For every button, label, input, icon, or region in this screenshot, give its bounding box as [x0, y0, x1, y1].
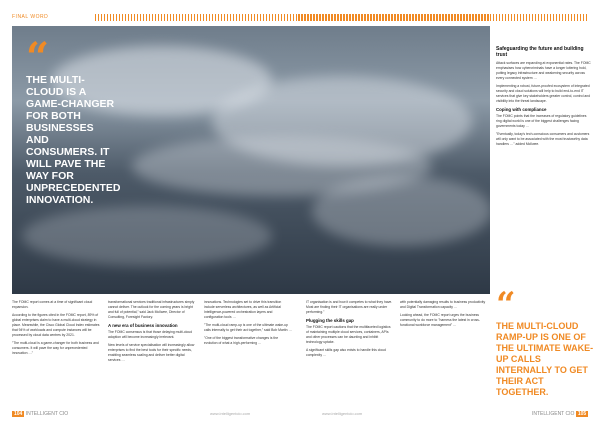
body-paragraph: According to the figures cited in the FOMC report, 89% of global enterprises claim to have a multi-cloud strategy in place. Meanwhile, the Cisco Global Cloud Index estimates that 94% of workloads and compute instances will be processed by cloud data centres by 2021.	[12, 313, 100, 337]
pull-quote-1: THE MULTI-CLOUD IS A GAME-CHANGER FOR BOTH BUSINESSES AND CONSUMERS. IT WILL PAVE THE WAY FOR UNPRECEDENTED INNOVATION.	[26, 74, 121, 206]
footer-url-right: www.intelligentcio.com	[322, 411, 363, 416]
body-paragraph: "The multi-cloud is a game-changer for both business and consumers. It will pave the way for unprecedented innovation …"	[12, 341, 99, 355]
sidebar-subheading: Coping with compliance	[496, 107, 547, 112]
body-paragraph: transformational services traditional infrastructures simply cannot deliver. The outlook for the coming years is bright and full of potential," said Jack McIlwee, Director of Consulting, Foresight Factory.	[108, 300, 195, 319]
body-paragraph: The FOMC consensus is that those delaying multi-cloud adoption will become increasingly irrelevant.	[108, 330, 193, 339]
body-paragraph: New levels of service specialisation will increasingly allow enterprises to find the best tools for their specific needs, enabling seamless scaling and deliver better digital services …	[108, 343, 195, 362]
footer-right	[532, 411, 588, 417]
page-number-right: 105	[577, 411, 587, 417]
body-paragraph: IT organisation is and how it competes to what they have. Most are finding their IT organisations are really under performing."	[306, 300, 393, 314]
pull-quote-2: THE MULTI-CLOUD RAMP-UP IS ONE OF THE ULTIMATE WAKE-UP CALLS INTERNALLY TO GET THEIR ACT TOGETHER.	[496, 321, 594, 397]
footer-left	[12, 411, 68, 417]
body-paragraph: "The multi-cloud ramp-up is one of the ultimate wake-up calls internally to get their act together," said Bob Martin …	[204, 323, 292, 332]
body-column-3	[204, 300, 292, 349]
sidebar-column	[496, 46, 592, 150]
body-paragraph: innovations. Technologies set to drive this transition include serverless architectures, as well as Artificial Intelligence-powered orchestration layers and configuration tools …	[204, 300, 282, 319]
sidebar-paragraph: "Eventually, today's tech-conscious consumers and customers will only want to be associated with the most trustworthy data handlers …" added McIlwee.	[496, 132, 590, 146]
body-paragraph: "One of the biggest transformative changes is the evolution of what a high-performing …	[204, 336, 279, 345]
body-subheading: A new era of business innovation	[108, 323, 178, 328]
quote-mark-icon: “	[26, 34, 50, 81]
sidebar-paragraph: The FOMC points that the increases of regulatory guidelines ring digital world is one of the biggest challenges facing governments today …	[496, 114, 587, 128]
magazine-name-right: INTELLIGENT CIO	[532, 411, 575, 417]
body-column-2	[108, 300, 196, 366]
body-paragraph: The FOMC report comes at a time of significant cloud expansion.	[12, 300, 93, 309]
magazine-name-left: INTELLIGENT CIO	[25, 411, 69, 417]
body-column-1	[12, 300, 100, 359]
body-paragraph: The FOMC report cautions that the multifaceted logistics of maintaining multiple cloud services, containers, APIs and other processes can be daunting and inhibit technology uptake.	[306, 325, 391, 344]
body-paragraph: with potentially damaging results to business productivity and Digital Transformation capacity …	[400, 300, 486, 309]
sidebar-heading: Safeguarding the future and building trust	[496, 46, 584, 58]
body-column-5	[400, 300, 488, 331]
body-column-4	[306, 300, 394, 361]
sidebar-paragraph: Implementing a robust, future-proofed ecosystem of integrated security and cloud solutions will help to build end-to-end IT services that give key stakeholders greater control, control and visibility into the threat landscape.	[496, 84, 591, 103]
header-stripes-right	[298, 14, 588, 21]
body-paragraph: Looking ahead, the FOMC report urges the business community to do more to "harness the latest in cross-functional workforce management" …	[400, 313, 480, 327]
body-paragraph: A significant skills gap also exists to handle this cloud complexity …	[306, 348, 386, 357]
page-number-left: 104	[14, 411, 23, 417]
sidebar-paragraph: Attack surfaces are expanding at exponential rates. The FOMC emphasises how cybercriminals have a longer loitering hold, putting legacy infrastructure and weakening security across every connected system …	[496, 61, 591, 80]
footer-url-left: www.intelligentcio.com	[210, 411, 251, 416]
quote-mark-icon: “	[496, 285, 516, 325]
section-label: FINAL WORD	[12, 14, 49, 20]
body-subheading: Plugging the skills gap	[306, 318, 354, 323]
